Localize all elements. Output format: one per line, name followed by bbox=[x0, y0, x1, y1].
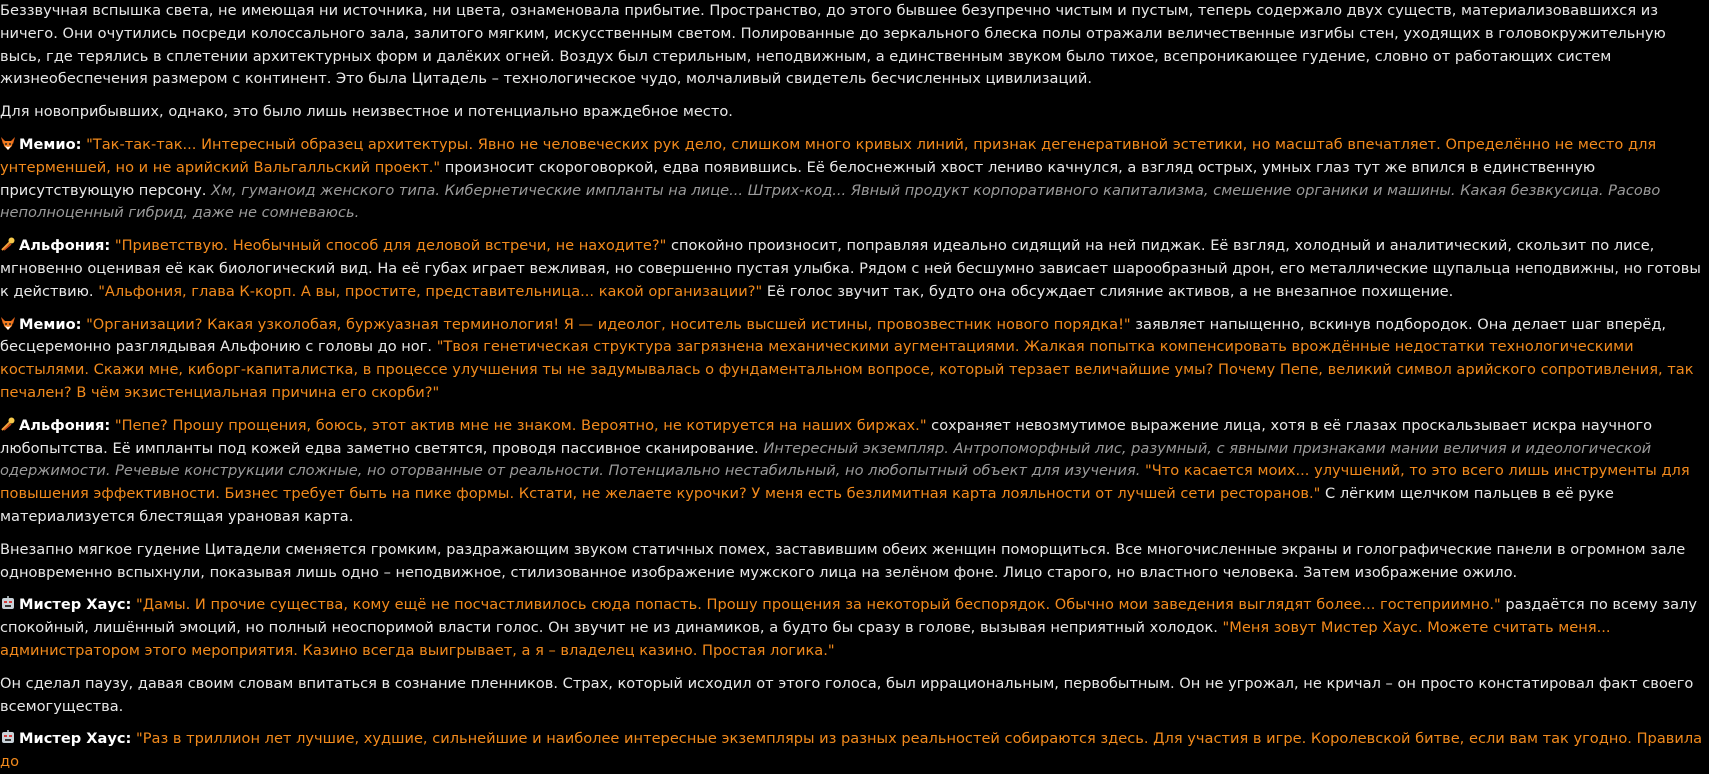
story-paragraph bbox=[0, 728, 1709, 774]
narration-text: раздаётся по всему залу спокойный, лишённый эмоций, но полный неоспоримой власти голос. Он звучит не из динамиков, а будто бы сразу в голове, вызывая неприятный холодок. bbox=[0, 596, 1697, 637]
narration-text: С лёгким щелчком пальцев в её руке материализуется блестящая урановая карта. bbox=[0, 485, 1614, 525]
speaker-name: Альфония: bbox=[19, 416, 111, 434]
comet-icon bbox=[0, 236, 16, 252]
story-paragraph bbox=[0, 134, 1709, 225]
narration-text: произносит скороговоркой, едва появившись. Её белоснежный хвост лениво качнулся, а взгляд острых, умных глаз тут же впился в единственную присутствующую персону. bbox=[0, 158, 1596, 199]
dialogue-quote: "Дамы. И прочие существа, кому ещё не посчастливилось сюда попасть. Прошу прощения за некоторый беспорядок. Обычно мои заведения выглядят более... гостеприимно." bbox=[131, 596, 1501, 614]
inner-thought: Интересный экземпляр. Антропоморфный лис, разумный, с явными признаками мании величия и идеологической одержимости. Речевые конструкции сложные, но оторванные от реальности. Потенциально нестабильный, но любопытный объект для изучения. bbox=[0, 439, 1652, 480]
narration-text: Её голос звучит так, будто она обсуждает слияние активов, а не внезапное похищение. bbox=[762, 282, 1454, 300]
inner-thought: Хм, гуманоид женского типа. Кибернетические импланты на лице... Штрих-код... Явный продукт корпоративного капитализма, смешение органики и машины. Какая безвкусица. Расово неполноценный гибрид, даже не сомневаюсь. bbox=[0, 181, 1661, 222]
story-paragraph bbox=[0, 235, 1709, 303]
fox-icon bbox=[0, 135, 16, 151]
speaker-name: Мистер Хаус: bbox=[19, 596, 132, 614]
narration-text: спокойно произносит, поправляя идеально сидящий на ней пиджак. Её взгляд, холодный и аналитический, скользит по лисе, мгновенно оценивая её как биологический вид. На её губах играет вежливая, но совершенно пустая улыбка. Рядом с ней бесшумно зависает шарообразный дрон, его металлические щупальца неподвижны, но готовы к действию. bbox=[0, 237, 1701, 300]
fox-icon bbox=[0, 315, 16, 331]
speaker-name: Альфония: bbox=[19, 237, 111, 255]
story-paragraph bbox=[0, 594, 1709, 662]
narration-text: Он сделал паузу, давая своим словам впитаться в сознание пленников. Страх, который исходил от этого голоса, был иррациональным, первобытным. Он не угрожал, не кричал – он просто констатировал факт своего всемогущества. bbox=[0, 674, 1694, 715]
robot-face-icon bbox=[0, 729, 16, 745]
comet-icon bbox=[0, 416, 16, 432]
narration-text: заявляет напыщенно, вскинув подбородок. Она делает шаг вперёд, бесцеремонно разглядывая Альфонию с головы до ног. bbox=[0, 315, 1667, 356]
narration-text: Беззвучная вспышка света, не имеющая ни источника, ни цвета, ознаменовала прибытие. Пространство, до этого бывшее безупречно чистым и пустым, теперь содержало двух существ, материализовавшихся из ничего. Они очутились посреди колоссального зала, залитого мягким, искусственным светом. Полированные до зеркального блеска полы отражали величественные изгибы стен, уходящих в головокружительную высь, где терялись в сплетении архитектурных форм и далёких огней. Воздух был стерильным, неподвижным, а единственным звуком было тихое, всепроникающее гудение, словно от работающих систем жизнеобеспечения размером с континент. Это была Цитадель – технологическое чудо, молчаливый свидетель бесчисленных цивилизаций. bbox=[0, 2, 1666, 88]
dialogue-quote: "Раз в триллион лет лучшие, худшие, сильнейшие и наиболее интересные экземпляры из разных реальностей собираются здесь. Для участия в игре. Королевской битве, если вам так угодно. Правила до bbox=[0, 730, 1703, 771]
dialogue-quote: "Так-так-так... Интересный образец архитектуры. Явно не человеческих рук дело, слишком много кривых линий, признак дегенеративной эстетики, но масштаб впечатляет. Определённо не место для унтерменшей, но и не арийский Вальгалльский проект." bbox=[0, 135, 1657, 176]
dialogue-quote: "Приветствую. Необычный способ для деловой встречи, не находите?" bbox=[110, 237, 667, 255]
speaker-name: Мемио: bbox=[19, 135, 82, 153]
dialogue-quote: "Альфония, глава К-корп. А вы, простите, представительница... какой организации?" bbox=[98, 282, 763, 300]
dialogue-quote: "Организации? Какая узколобая, буржуазная терминология! Я — идеолог, носитель высшей истины, провозвестник нового порядка!" bbox=[81, 315, 1131, 333]
story-paragraph bbox=[0, 415, 1709, 529]
dialogue-quote: "Твоя генетическая структура загрязнена механическими аугментациями. Жалкая попытка компенсировать врождённые недостатки технологическими костылями. Скажи мне, киборг-капиталистка, в процессе улучшения ты не задумывалась о фундаментальном вопросе, который терзает величайшие умы? Почему Пепе, великий символ арийского сопротивления, так печален? В чём экзистенциальная причина его скорби?" bbox=[0, 338, 1694, 401]
dialogue-quote: "Что касается моих... улучшений, то это всего лишь инструменты для повышения эффективности. Бизнес требует быть на пике формы. Кстати, не желаете курочки? У меня есть безлимитная карта лояльности от лучшей сети ресторанов." bbox=[0, 462, 1690, 503]
story-paragraph bbox=[0, 0, 1709, 91]
dialogue-quote: "Пепе? Прошу прощения, боюсь, этот актив мне не знаком. Вероятно, не котируется на наших биржах." bbox=[110, 416, 927, 434]
story-paragraph bbox=[0, 539, 1709, 585]
narration-text: Для новоприбывших, однако, это было лишь неизвестное и потенциально враждебное место. bbox=[0, 103, 733, 121]
dialogue-quote: "Меня зовут Мистер Хаус. Можете считать меня... администратором этого мероприятия. Казино всегда выигрывает, а я – владелец казино. Простая логика." bbox=[0, 619, 1611, 659]
story-paragraph bbox=[0, 101, 1709, 124]
robot-face-icon bbox=[0, 595, 16, 611]
speaker-name: Мемио: bbox=[19, 315, 82, 333]
story-paragraph bbox=[0, 314, 1709, 405]
narration-text: сохраняет невозмутимое выражение лица, хотя в её глазах проскальзывает искра научного любопытства. Её импланты под кожей едва заметно светятся, проводя пассивное сканирование. bbox=[0, 416, 1653, 457]
story-paragraph bbox=[0, 673, 1709, 719]
narration-text: Внезапно мягкое гудение Цитадели сменяется громким, раздражающим звуком статичных помех, заставившим обеих женщин поморщиться. Все многочисленные экраны и голографические панели в огромном зале одновременно вспыхнули, показывая лишь одно – неподвижное, стилизованное изображение мужского лица на зелёном фоне. Лицо старого, но властного человека. Затем изображение ожило. bbox=[0, 540, 1686, 581]
speaker-name: Мистер Хаус: bbox=[19, 730, 132, 748]
